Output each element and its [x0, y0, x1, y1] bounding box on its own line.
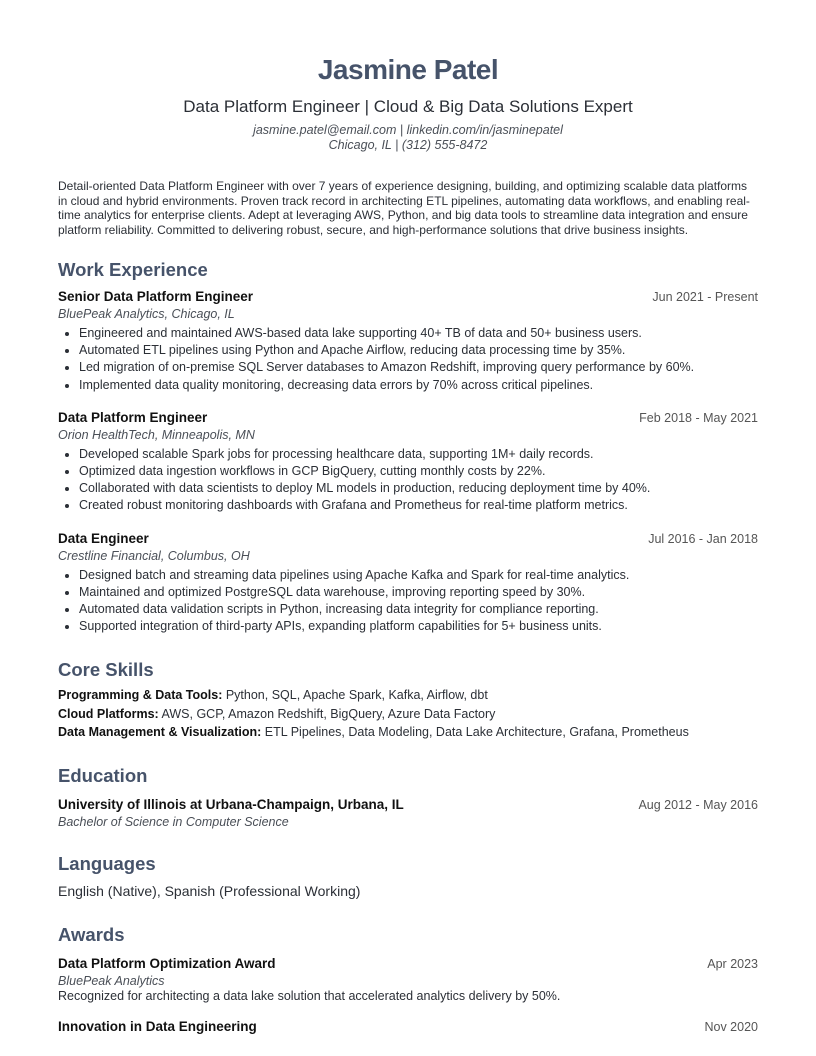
job-dates: Jul 2016 - Jan 2018	[648, 531, 758, 546]
award-organization: BluePeak Analytics	[58, 973, 165, 988]
resume-header	[58, 54, 758, 153]
job-company: Orion HealthTech, Minneapolis, MN	[58, 427, 255, 442]
job-bullet: • Collaborated with data scientists to deploy ML models in production, reducing deployment time by 40%.	[79, 480, 758, 497]
award-date: Nov 2020	[704, 1019, 758, 1034]
awards-section	[58, 924, 758, 1036]
job-bullet: • Maintained and optimized PostgreSQL data warehouse, improving reporting speed by 30%.	[79, 584, 758, 601]
job-bullet: • Developed scalable Spark jobs for processing healthcare data, supporting 1M+ daily records.	[79, 446, 758, 463]
job-company: Crestline Financial, Columbus, OH	[58, 548, 250, 563]
resume-page	[58, 0, 758, 1036]
job-bullet: • Created robust monitoring dashboards with Grafana and Prometheus for real-time platform metrics.	[79, 497, 758, 514]
job-bullet: • Optimized data ingestion workflows in GCP BigQuery, cutting monthly costs by 22%.	[79, 463, 758, 480]
professional-summary: Detail-oriented Data Platform Engineer with over 7 years of experience designing, building, and optimizing scalable data platforms in cloud and hybrid environments. Proven track record in architecting ETL pipelines, automating data workflows, and enabling real-time analytics for enterprise clients. Adept at leveraging AWS, Python, and big data tools to streamline data integration and ensure platform reliability. Committed to delivering robust, secure, and high-performance solutions that drive business insights.	[58, 179, 750, 237]
skill-label: Cloud Platforms:	[58, 706, 159, 721]
contact-line-email-linkedin: jasmine.patel@email.com | linkedin.com/in/jasminepatel	[253, 123, 563, 137]
job-bullet: • Designed batch and streaming data pipelines using Apache Kafka and Spark for real-time analytics.	[79, 567, 758, 584]
skill-value: Python, SQL, Apache Spark, Kafka, Airflow, dbt	[222, 688, 488, 703]
award-title: Innovation in Data Engineering	[58, 1018, 257, 1034]
skill-value: ETL Pipelines, Data Modeling, Data Lake Architecture, Grafana, Prometheus	[261, 725, 689, 740]
job-bullets	[58, 567, 758, 636]
contact-line-location-phone: Chicago, IL | (312) 555-8472	[328, 138, 488, 152]
job-entry	[58, 288, 758, 394]
section-title-work-experience: Work Experience	[58, 259, 208, 280]
section-title-education: Education	[58, 764, 148, 786]
headline: Data Platform Engineer | Cloud & Big Data Solutions Expert	[183, 97, 633, 116]
award-description: Recognized for architecting a data lake solution that accelerated analytics delivery by 50%.	[58, 988, 561, 1003]
education-section	[58, 765, 758, 830]
skill-line	[58, 705, 758, 724]
job-entry	[58, 409, 758, 515]
job-bullets	[58, 325, 758, 394]
education-dates: Aug 2012 - May 2016	[638, 797, 758, 812]
job-bullet: • Engineered and maintained AWS-based data lake supporting 40+ TB of data and 50+ business users.	[79, 325, 758, 342]
school-name: University of Illinois at Urbana-Champaign, Urbana, IL	[58, 796, 404, 812]
skill-line	[58, 686, 758, 705]
skill-label: Programming & Data Tools:	[58, 688, 223, 703]
skill-value: AWS, GCP, Amazon Redshift, BigQuery, Azure Data Factory	[158, 706, 496, 721]
section-title-core-skills: Core Skills	[58, 659, 154, 681]
award-entry	[58, 955, 758, 1004]
job-dates: Jun 2021 - Present	[652, 290, 758, 304]
award-entry	[58, 1018, 758, 1036]
skill-label: Data Management & Visualization:	[58, 725, 262, 740]
skill-line	[58, 723, 758, 742]
job-bullet: • Supported integration of third-party APIs, expanding platform capabilities for 5+ business units.	[79, 618, 758, 635]
award-title: Data Platform Optimization Award	[58, 955, 276, 971]
candidate-name: Jasmine Patel	[317, 54, 499, 85]
section-title-awards: Awards	[58, 923, 125, 945]
award-date: Apr 2023	[707, 956, 758, 971]
job-bullet: • Implemented data quality monitoring, decreasing data errors by 70% across critical pipelines.	[79, 377, 758, 394]
job-bullet: • Automated data validation scripts in Python, increasing data integrity for compliance reporting.	[79, 601, 758, 618]
work-experience-section	[58, 259, 758, 635]
job-title: Data Platform Engineer	[58, 409, 208, 425]
languages-text: English (Native), Spanish (Professional Working)	[58, 882, 361, 899]
job-title: Senior Data Platform Engineer	[58, 289, 254, 304]
job-company: BluePeak Analytics, Chicago, IL	[58, 307, 235, 321]
contact-info	[58, 123, 758, 153]
job-title: Data Engineer	[58, 530, 149, 546]
job-bullets	[58, 446, 758, 515]
job-entry	[58, 530, 758, 636]
languages-section	[58, 853, 758, 900]
degree: Bachelor of Science in Computer Science	[58, 814, 289, 829]
core-skills-section	[58, 659, 758, 742]
job-bullet: • Led migration of on-premise SQL Server databases to Amazon Redshift, improving query performance by 60%.	[79, 359, 758, 376]
job-dates: Feb 2018 - May 2021	[639, 410, 758, 425]
job-bullet: • Automated ETL pipelines using Python and Apache Airflow, reducing data processing time by 35%.	[79, 342, 758, 359]
section-title-languages: Languages	[58, 852, 156, 874]
